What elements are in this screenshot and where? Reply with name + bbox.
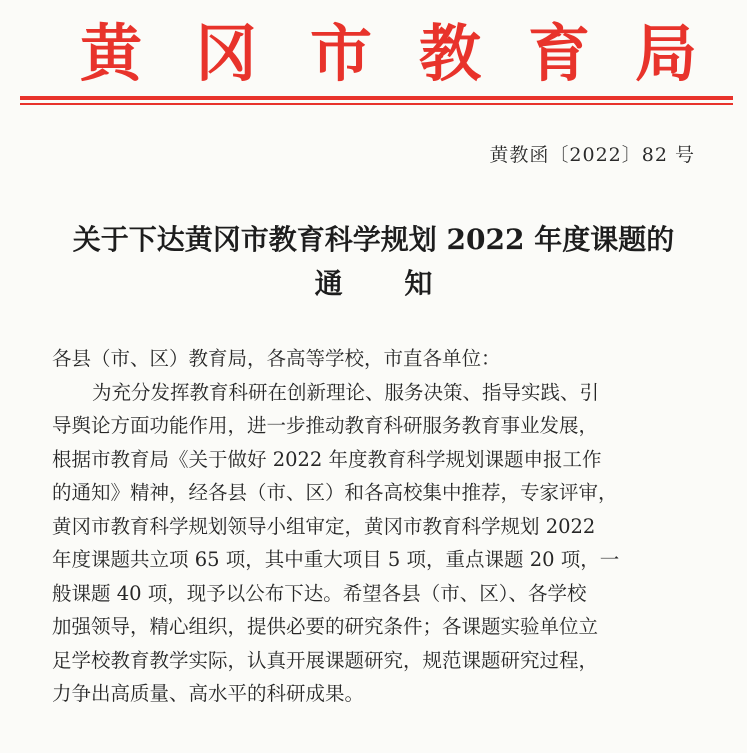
masthead bbox=[0, 14, 747, 94]
document-title bbox=[0, 218, 747, 306]
masthead-char: 局 bbox=[634, 17, 697, 90]
document-body bbox=[52, 342, 700, 711]
body-line: 的通知》精神，经各县（市、区）和各高校集中推荐，专家评审， bbox=[52, 481, 618, 504]
masthead-char: 市 bbox=[309, 17, 372, 90]
masthead-char: 教 bbox=[418, 17, 481, 90]
masthead-char: 育 bbox=[527, 17, 590, 90]
body-paragraph bbox=[52, 376, 700, 711]
body-line: 力争出高质量、高水平的科研成果。 bbox=[52, 682, 365, 705]
body-line: 般课题 40 项，现予以公布下达。希望各县（市、区）、各学校 bbox=[52, 581, 587, 605]
body-line: 导舆论方面功能作用，进一步推动教育科研服务教育事业发展， bbox=[52, 414, 599, 437]
body-line: 足学校教育教学实际，认真开展课题研究，规范课题研究过程， bbox=[52, 648, 599, 672]
red-divider-thick bbox=[20, 96, 733, 100]
red-divider-thin bbox=[20, 103, 733, 105]
body-line: 根据市教育局《关于做好 2022 年度教育科学规划课题申报工作 bbox=[52, 447, 602, 471]
body-line: 为充分发挥教育科研在创新理论、服务决策、指导实践、引 bbox=[92, 380, 600, 404]
title-line-2: 通 知 bbox=[314, 267, 459, 300]
body-line: 年度课题共立项 65 项，其中重大项目 5 项，重点课题 20 项，一 bbox=[52, 548, 620, 571]
body-line: 黄冈市教育科学规划领导小组审定，黄冈市教育科学规划 2022 bbox=[52, 514, 596, 538]
salutation: 各县（市、区）教育局，各高等学校，市直各单位： bbox=[52, 347, 501, 370]
title-line-1: 关于下达黄冈市教育科学规划 2022 年度课题的 bbox=[72, 223, 675, 256]
masthead-char: 冈 bbox=[194, 17, 257, 90]
document-number: 黄教函〔2022〕82 号 bbox=[489, 144, 695, 166]
body-line: 加强领导，精心组织，提供必要的研究条件；各课题实验单位立 bbox=[52, 615, 599, 638]
masthead-char: 黄 bbox=[79, 17, 142, 90]
